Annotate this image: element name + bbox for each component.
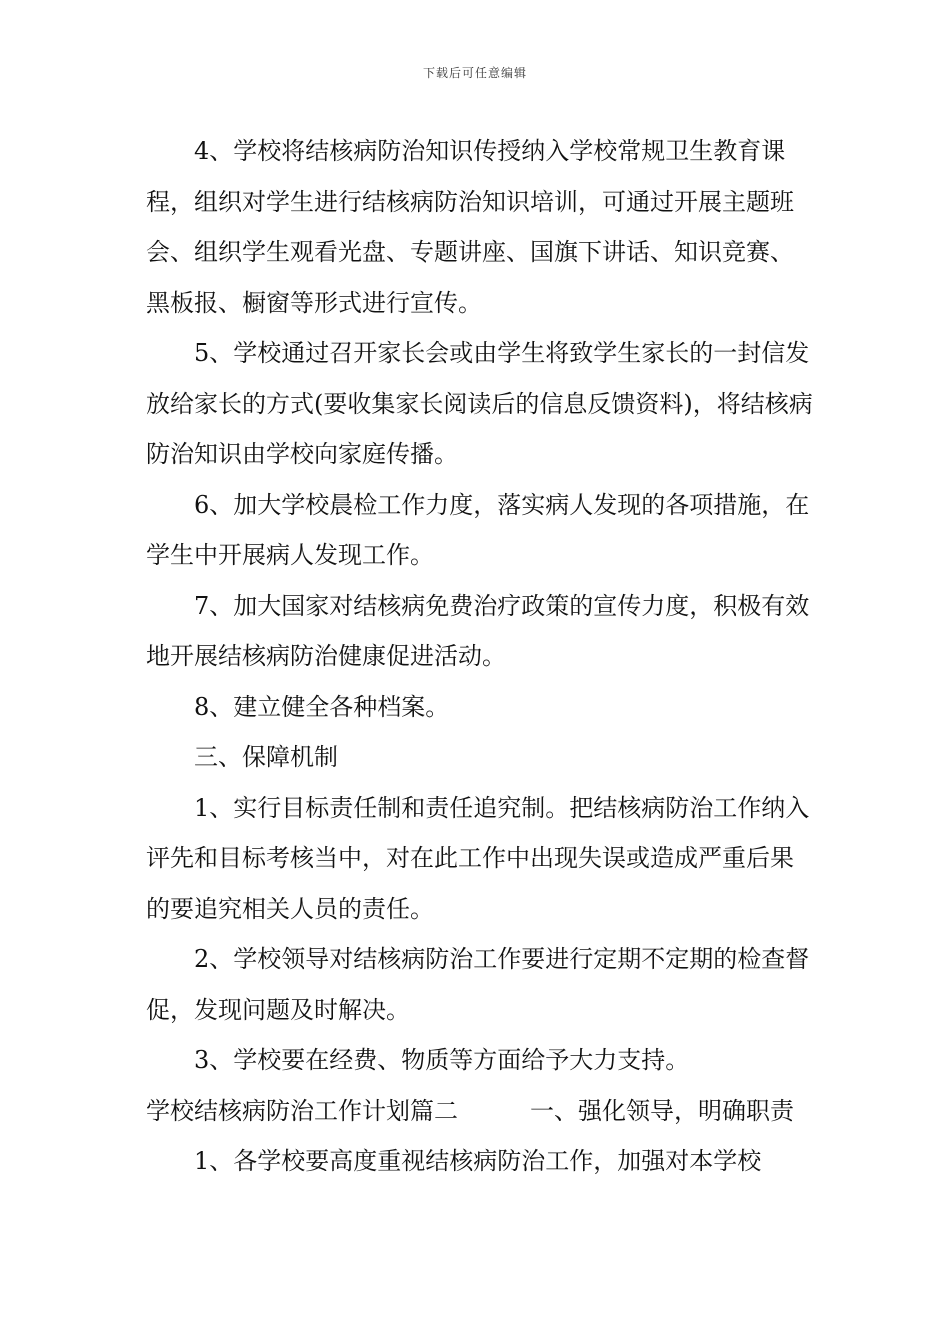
document-body — [146, 126, 816, 1187]
section-title-plan-two: 学校结核病防治工作计划篇二 一、强化领导，明确职责 — [146, 1096, 794, 1125]
paragraph-safeguard-2: 2、学校领导对结核病防治工作要进行定期不定期的检查督促，发现问题及时解决。 — [146, 945, 810, 1024]
paragraph-item-8: 8、建立健全各种档案。 — [194, 692, 450, 721]
page-header-note: 下载后可任意编辑 — [422, 66, 527, 80]
paragraph-item-7: 7、加大国家对结核病免费治疗政策的宣传力度，积极有效地开展结核病防治健康促进活动。 — [146, 591, 810, 670]
paragraph-item-5: 5、学校通过召开家长会或由学生将致学生家长的一封信发放给家长的方式(要收集家长阅读后的信息反馈资料)，将结核病防治知识由学校向家庭传播。 — [146, 339, 813, 468]
paragraph-safeguard-3: 3、学校要在经费、物质等方面给予大力支持。 — [194, 1046, 690, 1074]
paragraph-safeguard-1: 1、实行目标责任制和责任追究制。把结核病防治工作纳入评先和目标考核当中，对在此工作中出现失误或造成严重后果的要追究相关人员的责任。 — [146, 793, 810, 923]
section-heading-safeguards: 三、保障机制 — [194, 743, 338, 771]
paragraph-item-6: 6、加大学校晨检工作力度，落实病人发现的各项措施，在学生中开展病人发现工作。 — [146, 490, 810, 569]
paragraph-plan-two-1: 1、各学校要高度重视结核病防治工作，加强对本学校 — [194, 1147, 762, 1175]
paragraph-item-4: 4、学校将结核病防治知识传授纳入学校常规卫生教育课程，组织对学生进行结核病防治知识培训，可通过开展主题班会、组织学生观看光盘、专题讲座、国旗下讲话、知识竞赛、黑板报、橱窗等形式进行宣传。 — [146, 137, 794, 317]
